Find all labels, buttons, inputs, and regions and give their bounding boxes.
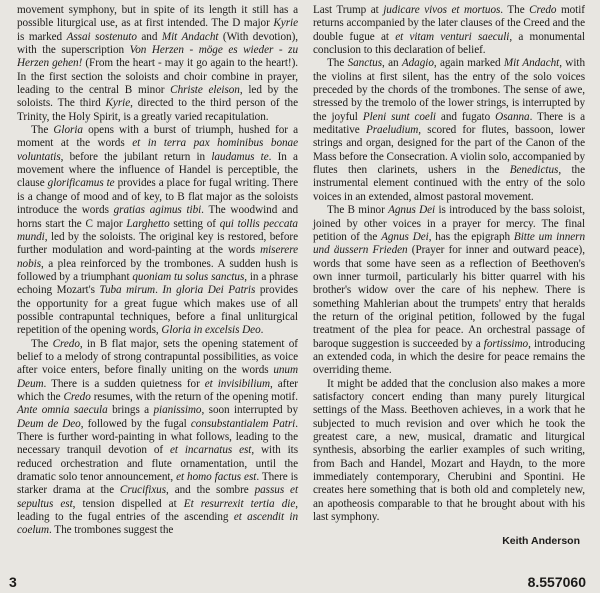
italic-term: fortissimo — [483, 337, 529, 350]
text-run: , led by the soloists. The third — [17, 84, 298, 110]
italic-term: Kyrie — [105, 97, 131, 110]
italic-term: qui tollis peccata mundi — [17, 217, 298, 243]
text-run: provides the opportunity for a great fugue which makes use of all possible contrapuntal techniques, before a final unliturgical repetition of the opening words, — [17, 284, 298, 337]
italic-term: Kyrie — [273, 17, 298, 30]
text-run: , directed to the third person of the Trinity, the Holy Spirit, is a greatly varied recapitulation. — [17, 97, 298, 123]
text-run: , a monumental conclusion to this declaration of belief. — [313, 30, 585, 57]
italic-term: laudamus te — [211, 150, 269, 163]
italic-term: Sanctus — [347, 57, 383, 70]
text-run: . — [260, 324, 264, 337]
italic-term: Von Herzen - möge es wieder - zu Herzen gehen! — [17, 44, 298, 70]
text-run: . The trombones suggest the — [49, 524, 174, 537]
italic-term: Credo — [529, 4, 557, 16]
text-run: Last Trump at — [313, 4, 384, 16]
italic-term: Mit Andacht — [161, 30, 219, 43]
italic-term: Ante omnia saecula — [17, 404, 108, 417]
text-run: , in a phrase echoing Mozart's — [17, 270, 298, 297]
italic-term: et homo factus est — [176, 471, 257, 484]
text-run: , tension dispelled at — [72, 497, 184, 510]
italic-term: Bitte um innern und äussern Frieden — [313, 230, 585, 257]
paragraph — [17, 124, 298, 338]
text-run: (From the heart - may it go again to the heart!). In the first section the soloists and choir combine in prayer, leading to the central B minor — [17, 57, 298, 97]
italic-term: et ascendit in coelum — [17, 511, 299, 537]
italic-term: miserere nobis — [17, 244, 298, 270]
text-run: , led by the soloists. The original key is restored, before further modulation and word-painting at the words — [17, 230, 298, 257]
italic-term: Et resurrexit tertia die — [183, 497, 296, 510]
paragraph — [313, 204, 585, 377]
italic-term: et invisibilium — [204, 377, 270, 390]
text-run: , and the sombre — [166, 484, 255, 497]
text-run: , with the violins at first silent, has the entry of the solo voices preceded by the chords of the trombones. The sense of awe, stressed by the tremolo of the lower strings, is interrupted by the joyful — [313, 57, 585, 123]
italic-term: Tuba mirum — [99, 284, 156, 297]
text-run: . There is a sudden quietness for — [43, 377, 205, 390]
italic-term: et in terra pax hominibus bonae voluntatis — [17, 137, 298, 163]
italic-term: pianissimo — [153, 404, 202, 417]
text-run: , introducing an extended coda, in which the desire for peace remains the overriding theme. — [313, 337, 585, 377]
text-run: , scored for flutes, bassoon, lower strings and organ, designed for the part of the Canon of the Mass before the Consecration. A violin solo, accompanied by flutes then clarinets, ushers in the — [313, 124, 586, 177]
text-run: , leading to the fugal entries of the ascending — [17, 497, 298, 524]
text-run: , soon interrupted by — [201, 404, 299, 417]
italic-term: Praeludium — [365, 124, 419, 137]
text-run: is introduced by the bass soloist, joined by other voices in a prayer for mercy. The final petition of the — [313, 204, 585, 243]
italic-term: Agnus Dei — [381, 230, 429, 243]
paragraph — [17, 4, 298, 124]
paragraph — [313, 57, 585, 204]
italic-term: quoniam tu solus sanctus — [132, 270, 245, 283]
text-run: The — [31, 124, 54, 137]
text-run: . The — [500, 4, 530, 16]
italic-term: Agnus Dei — [388, 204, 436, 217]
text-run: The B minor — [327, 204, 389, 217]
italic-term: Gloria in excelsis Deo — [161, 324, 261, 337]
text-run: , after which the — [17, 377, 298, 403]
text-run: . There is a meditative — [313, 110, 586, 137]
paragraph — [17, 338, 298, 538]
text-run: , an — [382, 57, 402, 70]
text-run: opens with a burst of triumph, hushed for a moment at the words — [17, 124, 298, 150]
italic-term: Larghetto — [126, 217, 170, 230]
italic-term: Crucifixus — [119, 484, 167, 497]
text-run: , in B flat major, sets the opening statement of belief to a melody of strong contrapuntal possibilities, as voice after voice enters, before finally uniting on the words — [17, 337, 298, 377]
text-run: , the instrumental element continued with the entry of the solo voices in an extended, almost pastoral movement. — [313, 164, 585, 203]
italic-term: judicare vivos et mortuos — [383, 4, 501, 16]
right-text-column — [313, 4, 585, 524]
author-signature: Keith Anderson — [502, 535, 580, 547]
paragraph — [313, 378, 585, 525]
text-run: , again marked — [433, 57, 504, 70]
text-run: resumes, with the return of the opening motif. — [90, 390, 298, 403]
text-run: setting of — [169, 217, 220, 230]
text-run: movement symphony, but in spite of its length it still has a possible liturgical use, as at first intended. The D major — [17, 4, 298, 30]
paragraph — [313, 4, 585, 57]
italic-term: Mit Andacht — [503, 57, 560, 70]
text-run: . The woodwind and horns start the C major — [17, 204, 298, 230]
text-run: , before the jubilant return in — [60, 150, 212, 163]
text-run: and fugato — [435, 110, 496, 123]
italic-term: Pleni sunt coeli — [362, 110, 436, 123]
text-run: , a plea reinforced by the trombones. A sudden hush is followed by a triumphant — [17, 257, 298, 283]
italic-term: glorificamus te — [47, 177, 115, 190]
italic-term: passus et sepultus est — [17, 484, 299, 510]
left-text-column — [17, 4, 298, 538]
text-run: is marked — [17, 30, 67, 43]
text-run: . In a movement where the influence of Handel is perceptible, the clause — [17, 150, 298, 190]
page-number: 3 — [9, 574, 17, 590]
text-run: , with its reduced orchestration and flute ornamentation, until the dramatic solo tenor announcement, — [17, 444, 298, 484]
italic-term: Osanna — [495, 110, 530, 123]
text-run: . — [155, 284, 163, 297]
text-run: , has the epigraph — [428, 230, 514, 243]
italic-term: Assai sostenuto — [66, 30, 137, 43]
italic-term: Credo — [52, 337, 80, 350]
text-run: and — [136, 30, 162, 43]
italic-term: unum Deum — [17, 364, 298, 390]
italic-term: et incarnatus est — [169, 444, 252, 457]
catalogue-number: 8.557060 — [527, 574, 586, 590]
text-run: , followed by the fugal — [80, 417, 191, 430]
italic-term: Benedictus — [509, 164, 559, 177]
text-run: The — [327, 57, 348, 70]
italic-term: et vitam venturi saeculi — [395, 30, 510, 43]
italic-term: Deum de Deo — [17, 417, 81, 430]
text-run: motif returns accompanied by the later clauses of the Creed and the double fugue at — [313, 4, 585, 43]
italic-term: consubstantialem Patri — [190, 417, 296, 430]
italic-term: Credo — [63, 390, 91, 403]
text-run: (With devotion), with the superscription — [17, 30, 298, 57]
text-run: provides a place for fugal writing. There is a change of mood and of key, to B flat major as the soloists introduce the words — [17, 177, 298, 217]
text-run: . There is starker drama at the — [17, 471, 298, 497]
text-run: . There is further word-painting in what follows, leading to the necessary tranquil devotion of — [17, 417, 298, 457]
text-run: The — [31, 337, 53, 350]
italic-term: Gloria — [53, 124, 83, 137]
italic-term: Adagio — [401, 57, 434, 70]
italic-term: In gloria Dei Patris — [162, 284, 256, 297]
text-run: brings a — [107, 404, 154, 417]
text-run: (Prayer for inner and outward peace), words that some have seen as a reflection of Beethoven's own inner turmoil, particularly his bitter quarrel with his brother's widow over the care of his nephew. There is something Mahlerian about the trumpets' entry that heralds the return of the original petition, followed by the fugal treatment of the plea for peace. An orchestral passage of baroque suggestion is succeeded by a — [313, 244, 585, 350]
italic-term: gratias agimus tibi — [113, 204, 202, 217]
italic-term: Christe eleison — [170, 84, 240, 97]
text-run: It might be added that the conclusion also makes a more satisfactory concert ending than many purely liturgical settings of the Mass. Beethoven achieves, in a work that he subjected to much revision and over which he took the greatest care, a new, musical, dramatic and liturgical synthesis, absorbing the earlier examples of such writing, from Bach and Handel, Mozart and Haydn, to the more immediately contemporary, Cherubini and Spontini. He creates here something that is both old and completely new, an apotheosis comparable to that he brought about with his last symphony. — [313, 377, 585, 524]
